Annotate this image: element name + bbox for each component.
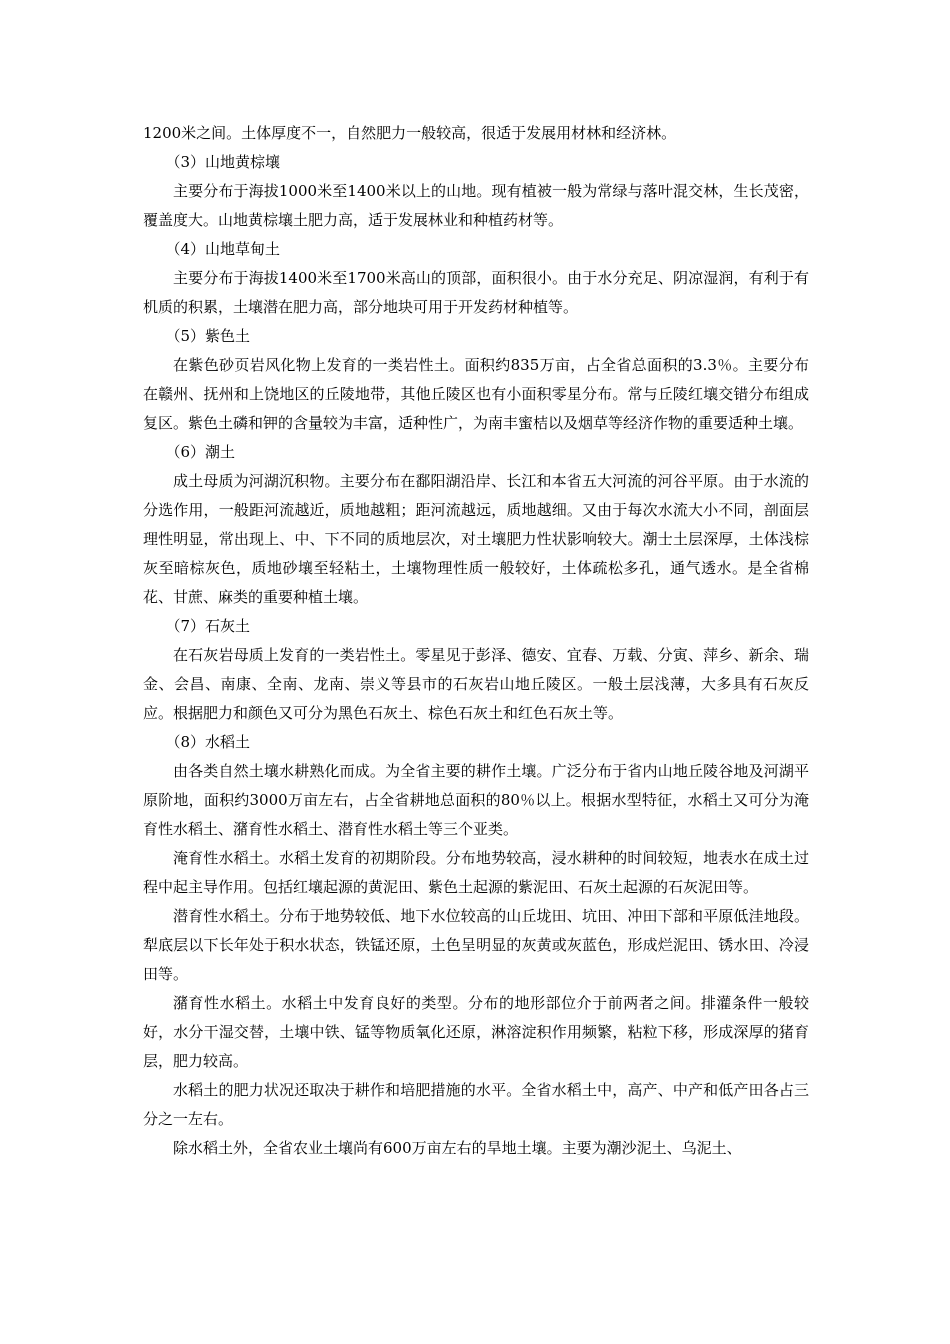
paragraph: 除水稻土外，全省农业土壤尚有600万亩左右的旱地土壤。主要为潮沙泥土、乌泥土、 [173, 1139, 742, 1157]
paragraph: 潜育性水稻土。分布于地势较低、地下水位较高的山丘垅田、坑田、冲田下部和平原低洼地段。犁底层以下长年处于积水状态，铁锰还原，土色呈明显的灰黄或灰蓝色，形成烂泥田、锈水田、冷浸田等。 [143, 907, 809, 983]
document-body [143, 119, 809, 1163]
section-heading: （4）山地草甸土 [165, 240, 281, 258]
paragraph: 主要分布于海拔1000米至1400米以上的山地。现有植被一般为常绿与落叶混交林，生长茂密，覆盖度大。山地黄棕壤土肥力高，适于发展林业和种植药材等。 [143, 182, 809, 229]
paragraph: 由各类自然土壤水耕熟化而成。为全省主要的耕作土壤。广泛分布于省内山地丘陵谷地及河湖平原阶地，面积约3000万亩左右，占全省耕地总面积的80％以上。根据水型特征，水稻土又可分为淹育性水稻土、潴育性水稻土、潜育性水稻土等三个亚类。 [143, 762, 809, 838]
paragraph: 潴育性水稻土。水稻土中发育良好的类型。分布的地形部位介于前两者之间。排灌条件一般较好，水分干湿交替，土壤中铁、锰等物质氧化还原，淋溶淀积作用频繁，粘粒下移，形成深厚的猪育层，肥力较高。 [143, 994, 809, 1070]
section-heading: （6）潮土 [165, 443, 236, 461]
paragraph: 主要分布于海拔1400米至1700米高山的顶部，面积很小。由于水分充足、阴凉湿润，有利于有机质的积累，土壤潜在肥力高，部分地块可用于开发药材种植等。 [143, 269, 809, 316]
section-heading: （8）水稻土 [165, 733, 251, 751]
section-heading: （3）山地黄棕壤 [165, 153, 281, 171]
section-heading: （7）石灰土 [165, 617, 251, 635]
paragraph: 在紫色砂页岩风化物上发育的一类岩性土。面积约835万亩，占全省总面积的3.3％。主要分布在赣州、抚州和上饶地区的丘陵地带，其他丘陵区也有小面积零星分布。常与丘陵红壤交错分布组成复区。紫色土磷和钾的含量较为丰富，适种性广，为南丰蜜桔以及烟草等经济作物的重要适种土壤。 [143, 356, 809, 432]
paragraph: 水稻土的肥力状况还取决于耕作和培肥措施的水平。全省水稻土中，高产、中产和低产田各占三分之一左右。 [143, 1081, 809, 1128]
section-heading: （5）紫色土 [165, 327, 251, 345]
paragraph: 淹育性水稻土。水稻土发育的初期阶段。分布地势较高，浸水耕种的时间较短，地表水在成土过程中起主导作用。包括红壤起源的黄泥田、紫色土起源的紫泥田、石灰土起源的石灰泥田等。 [143, 849, 809, 896]
paragraph: 在石灰岩母质上发育的一类岩性土。零星见于彭泽、德安、宜春、万载、分寅、萍乡、新余、瑞金、会昌、南康、全南、龙南、崇义等县市的石灰岩山地丘陵区。一般土层浅薄，大多具有石灰反应。根据肥力和颜色又可分为黑色石灰土、棕色石灰土和红色石灰土等。 [143, 646, 809, 722]
paragraph: 成土母质为河湖沉积物。主要分布在鄱阳湖沿岸、长江和本省五大河流的河谷平原。由于水流的分选作用，一般距河流越近，质地越粗；距河流越远，质地越细。又由于每次水流大小不同，剖面层理性明显，常出现上、中、下不同的质地层次，对土壤肥力性状影响较大。潮士土层深厚，土体浅棕灰至暗棕灰色，质地砂壤至轻粘土，土壤物理性质一般较好，土体疏松多孔，通气透水。是全省棉花、甘蔗、麻类的重要种植土壤。 [143, 472, 809, 606]
paragraph: 1200米之间。土体厚度不一，自然肥力一般较高，很适于发展用材林和经济林。 [143, 124, 677, 142]
